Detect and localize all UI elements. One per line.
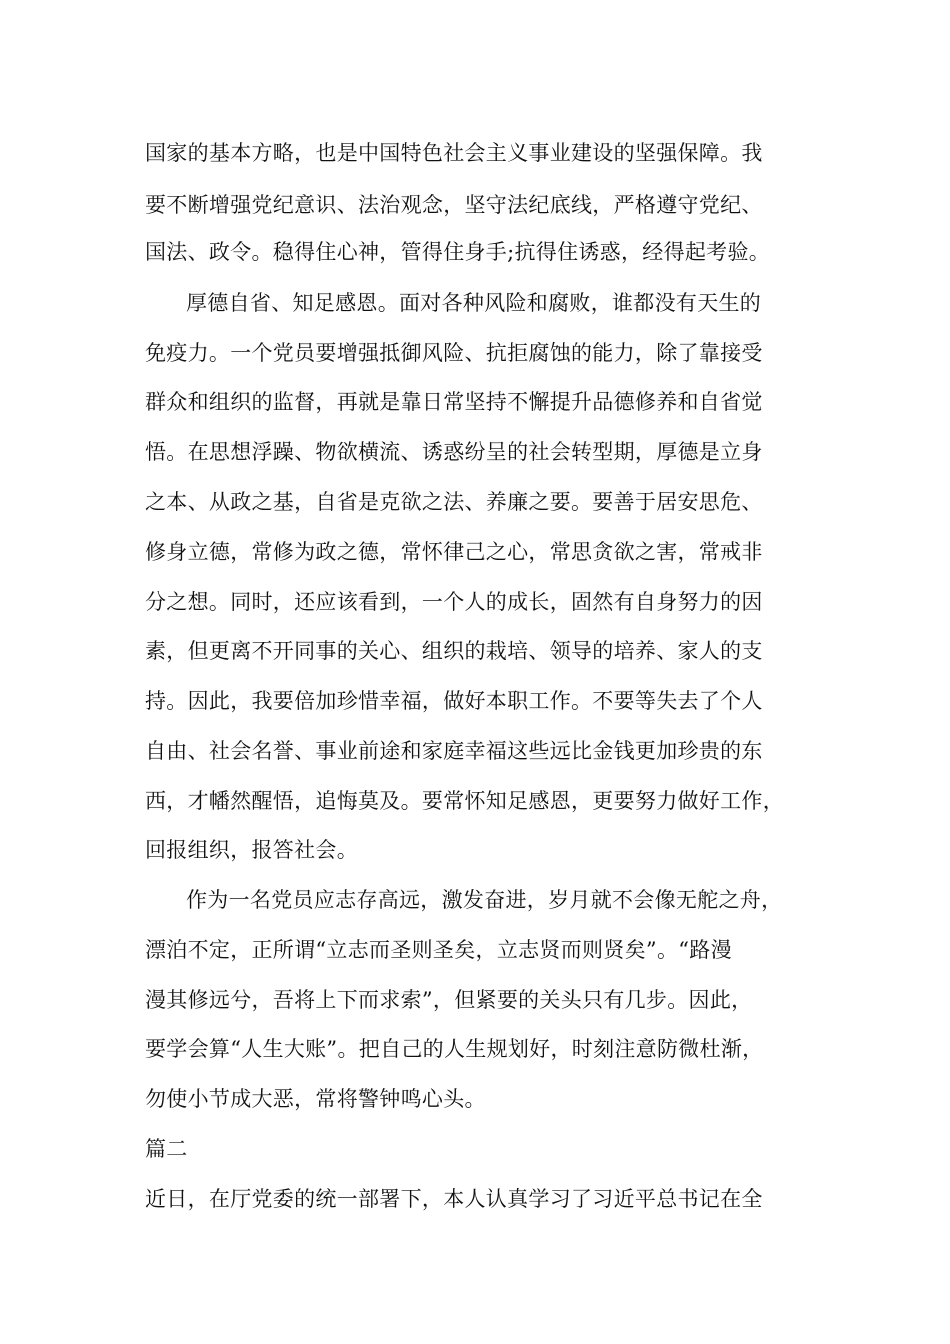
text-line: 悟。在思想浮躁、物欲横流、诱惑纷呈的社会转型期，厚德是立身 [145,440,763,464]
text-line: 免疫力。一个党员要增强抵御风险、抗拒腐蚀的能力，除了靠接受 [145,341,763,365]
text-line: 分之想。同时，还应该看到，一个人的成长，固然有自身努力的因 [145,590,763,614]
text-line: 持。因此，我要倍加珍惜幸福，做好本职工作。不要等失去了个人 [145,689,763,713]
text-line: 自由、社会名誉、事业前途和家庭幸福这些远比金钱更加珍贵的东 [145,739,763,763]
text-line: 之本、从政之基，自省是克欲之法、养廉之要。要善于居安思危、 [145,490,763,514]
text-line: 群众和组织的监督，再就是靠日常坚持不懈提升品德修养和自省觉 [145,390,763,414]
text-line: 国家的基本方略，也是中国特色社会主义事业建设的坚强保障。我 [145,141,763,165]
text-line: 国法、政令。稳得住心神，管得住身手;抗得住诱惑，经得起考验。 [145,240,771,264]
paragraph-start-line: 作为一名党员应志存高远，激发奋进，岁月就不会像无舵之舟， [186,888,783,912]
text-line: 漫其修远兮，吾将上下而求索”，但紧要的关头只有几步。因此， [145,988,753,1012]
section-heading: 篇二 [145,1137,188,1161]
text-line: 要学会算“人生大账”。把自己的人生规划好，时刻注意防微杜渐， [145,1037,764,1061]
text-line: 近日，在厅党委的统一部署下，本人认真学习了习近平总书记在全 [145,1187,763,1211]
text-line: 西，才幡然醒悟，追悔莫及。要常怀知足感恩，更要努力做好工作， [145,789,784,813]
text-line: 要不断增强党纪意识、法治观念，坚守法纪底线，严格遵守党纪、 [145,193,763,217]
text-line: 修身立德，常修为政之德，常怀律己之心，常思贪欲之害，常戒非 [145,540,763,564]
text-line: 回报组织，报答社会。 [145,838,358,862]
text-line: 漂泊不定，正所谓“立志而圣则圣矣，立志贤而则贤矣”。“路漫 [145,938,732,962]
text-line: 素，但更离不开同事的关心、组织的栽培、领导的培养、家人的支 [145,639,763,663]
text-line: 勿使小节成大恶，常将警钟鸣心头。 [145,1087,486,1111]
paragraph-start-line: 厚德自省、知足感恩。面对各种风险和腐败，谁都没有天生的 [186,291,762,315]
